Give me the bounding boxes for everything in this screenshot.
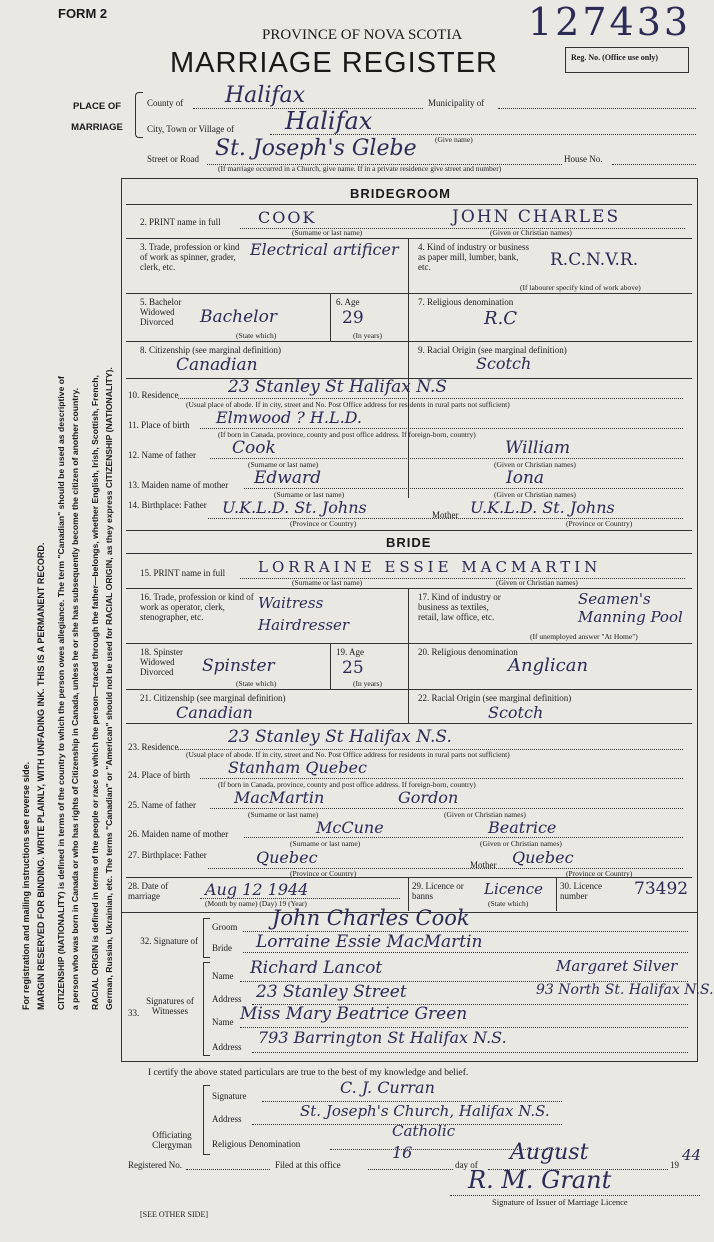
certify-text: I certify the above stated particulars are true to the best of my knowledge and belief. [148,1068,469,1078]
f9-label: 9. Racial Origin (see marginal definition) [418,345,567,355]
margin-racial-2: German, Russian, Ukrainian, etc. The terms "Canadian" or "American" should not be used for RACIAL ORIGIN, as they express CITIZENSHIP (NATIONALITY). [104,367,114,1010]
f26-label: 26. Maiden name of mother [128,829,229,839]
groom-religion[interactable]: R.C [484,308,518,329]
f5-state: (State which) [236,331,277,340]
br-rule-4 [126,723,692,724]
f12-line [210,458,683,459]
bride-name[interactable]: LORRAINE ESSIE MACMARTIN [258,558,602,576]
f20-label: 20. Religious denomination [418,647,518,657]
f24-label: 24. Place of birth [128,770,190,780]
officiating-label: Officiating Clergyman [152,1130,192,1150]
f28-label: 28. Date of marriage [128,881,169,901]
filed-month[interactable]: August [510,1140,589,1165]
registered-line [186,1169,270,1170]
f14-sub-father: (Province or Country) [290,519,357,528]
bride-birthplace[interactable]: Stanham Quebec [228,758,367,777]
witness-brace [203,962,210,1056]
f29-label: 29. Licence or banns [412,881,464,901]
bride-status[interactable]: Spinster [202,656,275,676]
bride-mother-given[interactable]: Beatrice [488,818,557,837]
bride-header: BRIDE [386,535,432,550]
bridegroom-header: BRIDEGROOM [350,186,451,201]
clergy-denomination[interactable]: Catholic [392,1122,456,1140]
page-title: MARRIAGE REGISTER [170,47,498,79]
house-line [612,164,696,165]
f12-sub-surname: (Surname or last name) [248,460,319,469]
margin-citizenship-1: CITIZENSHIP (NATIONALITY) is defined in terms of the country to which the person owes allegiance. The term "Canadian" should be used as descriptive of [56,376,66,1010]
issuer-label: Signature of Issuer of Marriage Licence [492,1197,628,1207]
w1-address[interactable]: 23 Stanley Street [256,982,407,1002]
f4-label: 4. Kind of industry or business as paper mill, lumber, bank, etc. [418,242,529,272]
f27-mother-label: Mother [470,860,497,870]
f13-sub-surname: (Surname or last name) [274,490,345,499]
clergy-addr-label: Address [212,1114,242,1124]
f17-label: 17. Kind of industry or business as textiles, retail, law office, etc. [418,592,501,622]
f27-sub-father: (Province or Country) [290,869,357,878]
bride-origin[interactable]: Scotch [488,703,544,722]
br-vdiv-1 [408,588,409,723]
f4-note: (If labourer specify kind of work above) [520,283,641,292]
place-brace [135,92,143,138]
groom-mother-given[interactable]: Iona [506,468,545,488]
w3-address[interactable]: 93 North St. Halifax N.S. [536,982,714,998]
f5-label: 5. Bachelor Widowed Divorced [140,297,182,327]
f2-label: 2. PRINT name in full [140,217,221,227]
place-of-marriage-label [62,96,132,138]
groom-status[interactable]: Bachelor [200,307,277,327]
reg-no-label: Reg. No. (Office use only) [571,53,659,62]
sig-brace [203,918,210,958]
f16-label: 16. Trade, profession or kind of work as operator, clerk, stenographer, etc. [140,592,254,622]
registered-label: Registered No. [128,1160,182,1170]
f18-label: 18. Spinster Widowed Divorced [140,647,184,677]
filed-day-line [368,1169,453,1170]
groom-given[interactable]: JOHN CHARLES [452,207,621,227]
f15-sub-surname: (Surname or last name) [292,578,363,587]
bride-trade[interactable]: Waitress Hairdresser [258,594,350,634]
f22-label: 22. Racial Origin (see marginal definition) [418,693,572,703]
bride-father-surname[interactable]: MacMartin [234,788,325,807]
br-vdiv-age [330,643,331,689]
bride-mother-bp[interactable]: Quebec [512,848,574,867]
f30-label: 30. Licence number [560,881,602,901]
w2-name-label: Name [212,1017,234,1027]
f27-label: 27. Birthplace: Father [128,850,207,860]
bg-rule-0 [126,204,692,205]
w1-name-label: Name [212,971,234,981]
bride-citizenship[interactable]: Canadian [176,703,253,722]
licence-type[interactable]: Licence [484,880,543,898]
bride-mother-surname[interactable]: McCune [316,818,384,837]
clergy-signature[interactable]: C. J. Curran [340,1078,435,1097]
f25-sub-surname: (Surname or last name) [248,810,319,819]
f25-sub-given: (Given or Christian names) [444,810,526,819]
f11-note: (If born in Canada, province, county and post office address. If foreign-born, country) [218,430,476,439]
bride-age[interactable]: 25 [342,658,364,678]
groom-origin[interactable]: Scotch [476,354,532,373]
w1-name[interactable]: Richard Lancot [250,958,383,978]
bg-vdiv-1 [408,238,409,498]
witness-label: Signatures of Witnesses [146,996,194,1016]
f28-sub: (Month by name) (Day) 19 (Year) [205,899,307,908]
place-label-text: PLACE OF MARRIAGE [71,101,123,133]
groom-mother-bp[interactable]: U.K.L.D. St. Johns [470,498,615,517]
margin-binding: MARGIN RESERVED FOR BINDING. WRITE PLAINLY, WITH UNFADING INK. THIS IS A PERMANENT RECORD. [36,542,46,1010]
f6-label: 6. Age [336,297,360,307]
see-other-side: [SEE OTHER SIDE] [140,1210,208,1219]
house-label: House No. [564,154,603,164]
w2-name[interactable]: Miss Mary Beatrice Green [240,1004,468,1024]
f26-sub-given: (Given or Christian names) [480,839,562,848]
f10-label: 10. Residence [128,390,179,400]
bg-rule-1 [126,238,692,239]
f33-label: 33. [128,1008,140,1018]
f13-label: 13. Maiden name of mother [128,480,229,490]
f2-sub-given: (Given or Christian names) [490,228,572,237]
f14-sub-mother: (Province or Country) [566,519,633,528]
br-rule-3 [126,689,692,690]
mar-vdiv-2 [556,877,557,911]
groom-father-given[interactable]: William [505,438,571,458]
f12-sub-given: (Given or Christian names) [494,460,576,469]
f13-line [244,488,683,489]
f23-label: 23. Residence [128,742,179,752]
f11-line [200,428,683,429]
br-rule-2 [126,643,692,644]
f2-sub-surname: (Surname or last name) [292,228,363,237]
f12-label: 12. Name of father [128,450,196,460]
f26-sub-surname: (Surname or last name) [290,839,361,848]
groom-father-bp[interactable]: U.K.L.D. St. Johns [222,498,367,517]
bg-rule-3 [126,341,692,342]
f11-label: 11. Place of birth [128,420,190,430]
f10-line [178,398,683,399]
bride-label: Bride [212,943,232,953]
province-heading: PROVINCE OF NOVA SCOTIA [262,27,463,43]
f24-note: (If born in Canada, province, county and post office address. If foreign-born, country) [218,780,476,789]
street-label: Street or Road [147,154,199,164]
f32-label: 32. Signature of [140,936,198,946]
f10-note: (Usual place of abode. If in city, street and No. Post Office address for residents in rural parts not sufficient) [186,400,510,409]
give-name-note: (Give name) [435,135,473,144]
f18-state: (State which) [236,679,277,688]
bg-vdiv-age [330,293,331,341]
w2-addr-line [252,1052,688,1053]
groom-industry[interactable]: R.C.N.V.R. [550,250,639,270]
filed-year-prefix: 19 [670,1160,679,1170]
f17-note: (If unemployed answer "At Home") [530,632,638,641]
br-rule-5 [126,877,692,878]
f13-sub-given: (Given or Christian names) [494,490,576,499]
f7-label: 7. Religious denomination [418,297,514,307]
issuer-signature[interactable]: R. M. Grant [468,1166,612,1194]
form-number: FORM 2 [58,6,108,21]
bride-father-bp[interactable]: Quebec [256,848,318,867]
f25-label: 25. Name of father [128,800,196,810]
margin-instructions: For registration and mailing instructions see reverse side. [21,761,31,1010]
filed-year[interactable]: 44 [682,1146,702,1164]
groom-father-surname[interactable]: Cook [232,438,276,458]
marriage-date[interactable]: Aug 12 1944 [205,880,309,899]
bride-religion[interactable]: Anglican [508,655,589,676]
margin-racial-1: RACIAL ORIGIN is defined in terms of the people or race to which the person—traced through the father—belongs, whether English, Irish, Scottish, French, [90,375,100,1010]
groom-label: Groom [212,922,238,932]
city-label: City, Town or Village of [147,124,235,134]
f3-label: 3. Trade, profession or kind of work as spinner, grader, clerk, etc. [140,242,240,272]
issuer-line [450,1195,700,1196]
f24-line [200,778,683,779]
groom-citizenship[interactable]: Canadian [176,355,258,375]
county-value[interactable]: Halifax [225,83,306,108]
w1-addr-label: Address [212,994,242,1004]
bride-sig-line [243,952,688,953]
bride-residence[interactable]: 23 Stanley St Halifax N.S. [228,727,452,747]
city-value[interactable]: Halifax [285,107,373,135]
groom-mother-surname[interactable]: Edward [254,468,321,488]
municipality-line [498,108,696,109]
bg-rule-5 [126,530,692,531]
filed-day[interactable]: 16 [392,1143,413,1162]
br-rule-0 [126,553,692,554]
f19-label: 19. Age [336,647,364,657]
municipality-label: Municipality of [428,98,485,108]
f14-label: 14. Birthplace: Father [128,500,207,510]
groom-age[interactable]: 29 [342,308,364,328]
day-of-label: day of [455,1160,478,1170]
bride-father-given[interactable]: Gordon [398,788,459,807]
f15-sub-given: (Given or Christian names) [496,578,578,587]
place-note: (If marriage occurred in a Church, give name. If in a private residence give street and number) [218,164,502,173]
f14-mother-label: Mother [432,510,459,520]
f27-sub-mother: (Province or Country) [566,869,633,878]
county-label: County of [147,98,184,108]
groom-signature[interactable]: John Charles Cook [272,906,470,930]
w3-name[interactable]: Margaret Silver [556,957,678,975]
w2-address[interactable]: 793 Barrington St Halifax N.S. [258,1028,507,1047]
licence-number[interactable]: 73492 [634,879,689,899]
denom-label: Religious Denomination [212,1139,301,1149]
br-rule-1 [126,588,692,589]
groom-surname[interactable]: COOK [258,208,317,227]
f15-label: 15. PRINT name in full [140,568,226,578]
bride-signature[interactable]: Lorraine Essie MacMartin [256,932,483,952]
street-value[interactable]: St. Joseph's Glebe [215,136,417,161]
f26-line [244,837,683,838]
clergy-sig-label: Signature [212,1091,247,1101]
groom-residence[interactable]: 23 Stanley St Halifax N.S [228,377,448,397]
bg-rule-2 [126,293,692,294]
f25-line [210,808,683,809]
groom-birthplace[interactable]: Elmwood ? H.L.D. [216,408,363,427]
groom-trade[interactable]: Electrical artificer [250,240,399,259]
f21-label: 21. Citizenship (see marginal definition) [140,693,286,703]
bride-industry[interactable]: Seamen's Manning Pool [578,590,683,626]
w2-addr-label: Address [212,1042,242,1052]
register-number: 127433 [528,0,692,44]
filed-label: Filed at this office [275,1160,341,1170]
f6-years: (In years) [353,331,382,340]
clergy-brace [203,1085,210,1155]
f8-label: 8. Citizenship (see marginal definition) [140,345,282,355]
f29-state: (State which) [488,899,529,908]
reg-no-box [565,47,689,73]
margin-citizenship-2: a person who was born in Canada or who has rights of Citizenship in Canada, unless he or she has subsequently become the citizen of another country. [70,387,80,1010]
f19-years: (In years) [353,679,382,688]
clergy-address[interactable]: St. Joseph's Church, Halifax N.S. [300,1102,550,1120]
f23-note: (Usual place of abode. If in city, street and No. Post Office address for residents in rural parts not sufficient) [186,750,510,759]
